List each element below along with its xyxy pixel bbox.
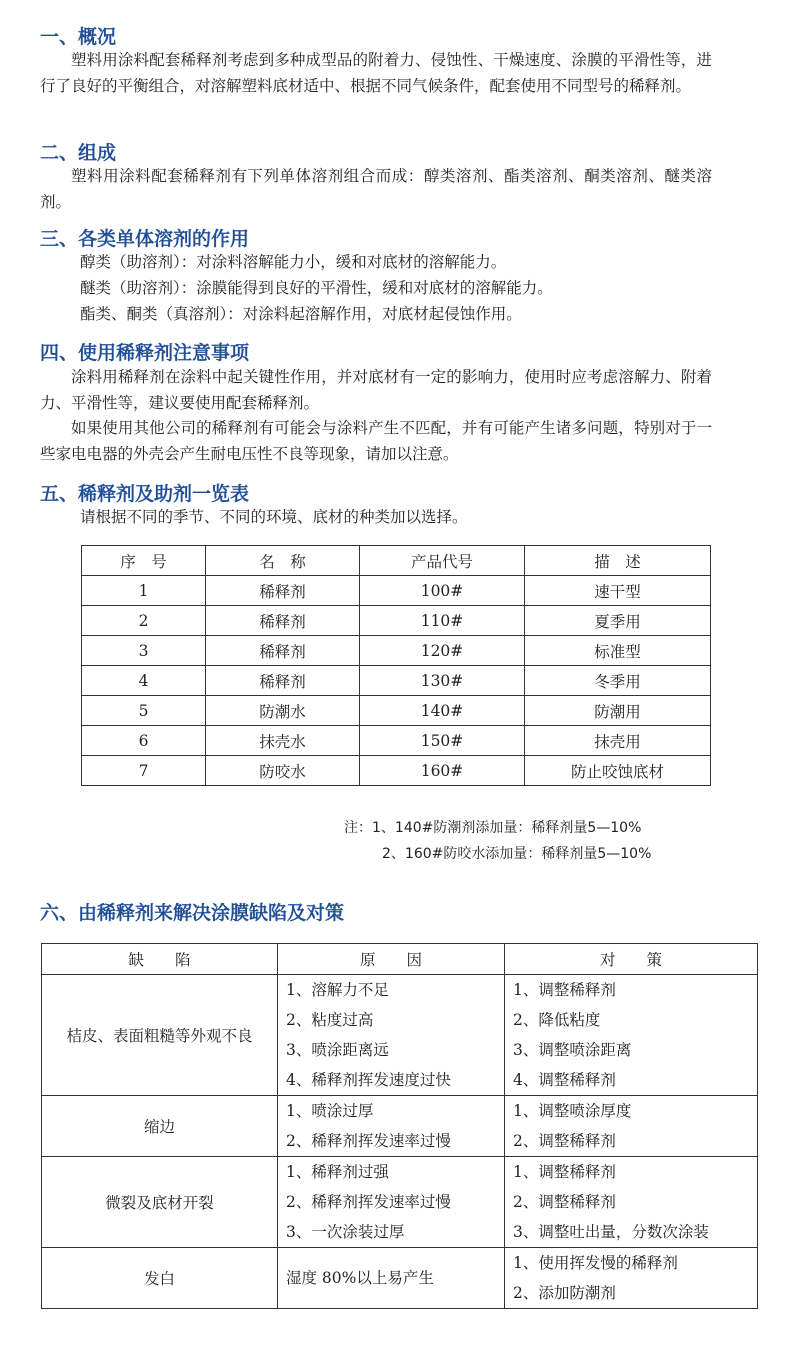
measure-cell <box>505 1096 758 1157</box>
table-cell: 冬季用 <box>525 666 711 696</box>
table-cell: 3 <box>82 636 206 666</box>
product-table <box>81 545 711 786</box>
overview-paragraph: 塑料用涂料配套稀释剂考虑到多种成型品的附着力、侵蚀性、干燥速度、涂膜的平滑性等，进行了良好的平衡组合，对溶解塑料底材适中、根据不同气候条件，配套使用不同型号的稀释剂。 <box>40 51 712 95</box>
column-header: 描 述 <box>525 546 711 576</box>
table-row <box>82 696 711 726</box>
table-row <box>42 1157 758 1248</box>
precautions-paragraph-2: 如果使用其他公司的稀释剂有可能会与涂料产生不匹配，并有可能产生诸多问题，特别对于一些家电电器的外壳会产生耐电压性不良等现象，请加以注意。 <box>40 419 712 463</box>
table-cell: 防咬水 <box>206 756 360 786</box>
cause-item: 1、喷涂过厚 <box>286 1102 374 1120</box>
section-heading-solvent-roles: 三、各类单体溶剂的作用 <box>40 228 250 250</box>
table-cell: 110# <box>360 606 525 636</box>
table-cell: 夏季用 <box>525 606 711 636</box>
table-cell: 防止咬蚀底材 <box>525 756 711 786</box>
table-cell: 7 <box>82 756 206 786</box>
cause-cell <box>278 975 505 1096</box>
table-cell: 140# <box>360 696 525 726</box>
defect-cell: 缩边 <box>42 1096 278 1157</box>
table-note-2: 2、160#防咬水添加量：稀释剂量5—10% <box>382 846 652 862</box>
section-heading-overview: 一、概况 <box>40 26 117 48</box>
cause-item: 2、稀释剂挥发速率过慢 <box>286 1132 451 1150</box>
measure-cell <box>505 1157 758 1248</box>
defect-cell: 微裂及底材开裂 <box>42 1157 278 1248</box>
composition-paragraph: 塑料用涂料配套稀释剂有下列单体溶剂组合而成：醇类溶剂、酯类溶剂、酮类溶剂、醚类溶剂。 <box>40 167 712 211</box>
section-heading-composition: 二、组成 <box>40 142 117 164</box>
measure-item: 2、调整稀释剂 <box>513 1193 616 1211</box>
table-cell: 稀释剂 <box>206 636 360 666</box>
table-row <box>42 975 758 1096</box>
section-heading-product-list: 五、稀释剂及助剂一览表 <box>40 483 250 505</box>
table-row <box>82 726 711 756</box>
cause-item: 2、粘度过高 <box>286 1011 374 1029</box>
precautions-paragraph-1: 涂料用稀释剂在涂料中起关键性作用，并对底材有一定的影响力，使用时应考虑溶解力、附着力、平滑性等，建议要使用配套稀释剂。 <box>40 368 712 412</box>
table-cell: 稀释剂 <box>206 666 360 696</box>
table-cell: 120# <box>360 636 525 666</box>
defect-cell: 发白 <box>42 1248 278 1309</box>
table-cell: 2 <box>82 606 206 636</box>
cause-item: 1、稀释剂过强 <box>286 1163 389 1181</box>
table-cell: 稀释剂 <box>206 606 360 636</box>
table-cell: 6 <box>82 726 206 756</box>
table-note-1: 注：1、140#防潮剂添加量：稀释剂量5—10% <box>344 820 642 836</box>
table-row <box>42 1248 758 1309</box>
section-heading-precautions: 四、使用稀释剂注意事项 <box>40 342 250 364</box>
cause-item: 4、稀释剂挥发速度过快 <box>286 1071 451 1089</box>
product-list-intro: 请根据不同的季节、不同的环境、底材的种类加以选择。 <box>80 508 468 526</box>
measure-item: 3、调整喷涂距离 <box>513 1041 632 1059</box>
measure-item: 3、调整吐出量，分数次涂装 <box>513 1223 709 1241</box>
table-cell: 100# <box>360 576 525 606</box>
table-cell: 稀释剂 <box>206 576 360 606</box>
measure-cell <box>505 975 758 1096</box>
table-cell: 160# <box>360 756 525 786</box>
table-cell: 防潮水 <box>206 696 360 726</box>
cause-cell <box>278 1096 505 1157</box>
measure-item: 4、调整稀释剂 <box>513 1071 616 1089</box>
measure-item: 2、添加防潮剂 <box>513 1284 616 1302</box>
table-row <box>82 636 711 666</box>
measure-item: 1、使用挥发慢的稀释剂 <box>513 1254 678 1272</box>
table-cell: 1 <box>82 576 206 606</box>
solvent-role-ester-ketone: 酯类、酮类（真溶剂）：对涂料起溶解作用，对底材起侵蚀作用。 <box>80 305 522 323</box>
solvent-role-ether: 醚类（助溶剂）：涂膜能得到良好的平滑性，缓和对底材的溶解能力。 <box>80 279 553 297</box>
table-cell: 防潮用 <box>525 696 711 726</box>
measure-item: 2、降低粘度 <box>513 1011 601 1029</box>
column-header: 原 因 <box>278 944 505 975</box>
measure-cell <box>505 1248 758 1309</box>
table-row <box>82 666 711 696</box>
cause-item: 1、溶解力不足 <box>286 981 389 999</box>
cause-item: 湿度 80%以上易产生 <box>286 1269 434 1287</box>
cause-cell <box>278 1157 505 1248</box>
table-row <box>82 606 711 636</box>
table-cell: 速干型 <box>525 576 711 606</box>
column-header: 产品代号 <box>360 546 525 576</box>
measure-item: 1、调整稀释剂 <box>513 981 616 999</box>
defect-table <box>41 943 758 1309</box>
column-header: 序 号 <box>82 546 206 576</box>
table-row <box>82 576 711 606</box>
cause-cell <box>278 1248 505 1309</box>
measure-item: 1、调整稀释剂 <box>513 1163 616 1181</box>
solvent-role-alcohol: 醇类（助溶剂）：对涂料溶解能力小，缓和对底材的溶解能力。 <box>80 253 507 271</box>
cause-item: 2、稀释剂挥发速率过慢 <box>286 1193 451 1211</box>
measure-item: 2、调整稀释剂 <box>513 1132 616 1150</box>
table-row <box>42 1096 758 1157</box>
cause-item: 3、喷涂距离远 <box>286 1041 389 1059</box>
measure-item: 1、调整喷涂厚度 <box>513 1102 632 1120</box>
section-heading-defects: 六、由稀释剂来解决涂膜缺陷及对策 <box>40 902 345 924</box>
defect-cell: 桔皮、表面粗糙等外观不良 <box>42 975 278 1096</box>
table-cell: 130# <box>360 666 525 696</box>
table-cell: 5 <box>82 696 206 726</box>
table-cell: 150# <box>360 726 525 756</box>
column-header: 缺 陷 <box>42 944 278 975</box>
table-header-row <box>82 546 711 576</box>
table-row <box>82 756 711 786</box>
table-cell: 标准型 <box>525 636 711 666</box>
table-cell: 4 <box>82 666 206 696</box>
column-header: 名 称 <box>206 546 360 576</box>
cause-item: 3、一次涂装过厚 <box>286 1223 405 1241</box>
table-cell: 抹壳水 <box>206 726 360 756</box>
table-cell: 抹壳用 <box>525 726 711 756</box>
column-header: 对 策 <box>505 944 758 975</box>
table-header-row <box>42 944 758 975</box>
